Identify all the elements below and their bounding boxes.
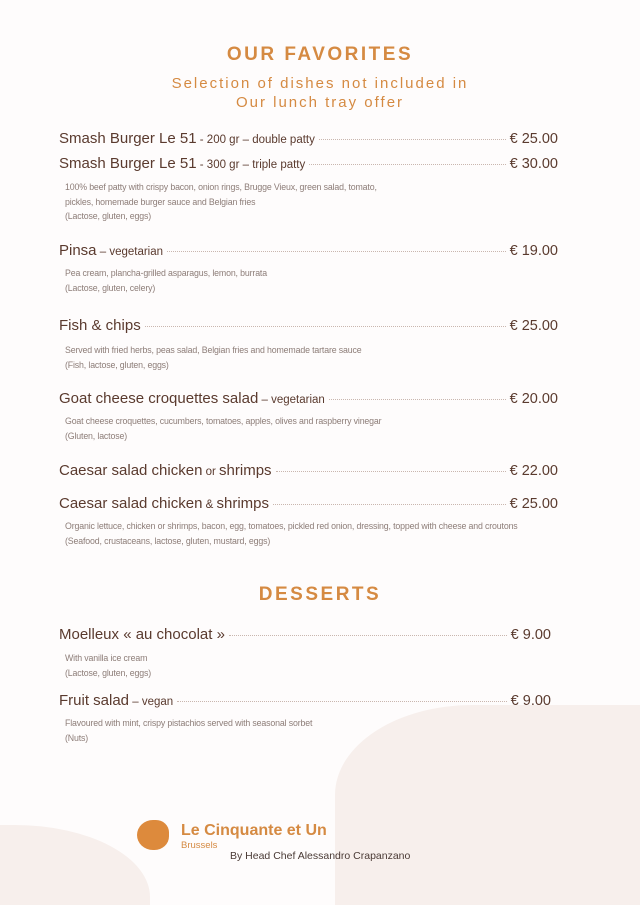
item-price: € 30.00 xyxy=(509,156,558,172)
description-line: Pea cream, plancha-grilled asparagus, lemon, burrata xyxy=(65,268,267,278)
description-line: Goat cheese croquettes, cucumbers, tomatoes, apples, olives and raspberry vinegar xyxy=(65,416,382,426)
menu-item xyxy=(59,317,558,334)
section-title-favorites: OUR FAVORITES xyxy=(226,44,414,65)
item-price: € 22.00 xyxy=(509,463,558,479)
item-name-text: Fish & chips xyxy=(59,317,141,334)
description-line: (Fish, lactose, gluten, eggs) xyxy=(65,359,169,370)
item-note: – vegan xyxy=(129,696,174,708)
item-description xyxy=(65,343,580,372)
menu-item xyxy=(59,242,558,259)
item-description xyxy=(65,651,580,680)
description-line: pickles, homemade burger sauce and Belgian fries xyxy=(65,196,256,207)
description-line: Flavoured with mint, crispy pistachios served with seasonal sorbet xyxy=(65,718,313,728)
item-price: € 19.00 xyxy=(509,243,558,259)
description-line: Organic lettuce, chicken or shrimps, bacon, egg, tomatoes, pickled red onion, dressing, topped with cheese and croutons xyxy=(65,521,518,531)
item-name xyxy=(59,130,315,147)
item-note: – vegetarian xyxy=(96,246,164,258)
dot-leader xyxy=(319,139,506,140)
item-note: - 200 gr – double patty xyxy=(196,134,315,146)
item-name-text: Moelleux « au chocolat » xyxy=(59,626,225,643)
dot-leader xyxy=(167,251,506,252)
menu-item xyxy=(59,495,558,512)
menu-item xyxy=(59,390,558,407)
item-name xyxy=(59,692,173,709)
description-line: (Lactose, gluten, celery) xyxy=(65,282,156,293)
item-connector: & xyxy=(202,499,217,511)
item-name-text: Caesar salad chicken xyxy=(59,462,203,479)
item-description xyxy=(65,519,580,548)
item-note: - 300 gr – triple patty xyxy=(196,159,306,171)
subtitle-line-2: Our lunch tray offer xyxy=(235,94,405,111)
item-price: € 9.00 xyxy=(510,627,551,643)
item-name xyxy=(59,462,272,479)
item-name-text: Caesar salad chicken xyxy=(59,495,203,512)
item-name xyxy=(59,317,141,334)
item-name-text: Pinsa xyxy=(59,242,97,259)
item-description xyxy=(65,180,580,224)
dot-leader xyxy=(309,164,505,165)
description-line: (Nuts) xyxy=(65,732,89,743)
description-line: With vanilla ice cream xyxy=(65,653,148,663)
logo-icon xyxy=(137,820,169,850)
item-description xyxy=(65,266,580,295)
item-price: € 9.00 xyxy=(510,693,551,709)
subtitle-line-1: Selection of dishes not included in xyxy=(171,75,469,92)
item-name xyxy=(59,626,225,643)
item-price: € 25.00 xyxy=(509,131,558,147)
item-note: – vegetarian xyxy=(258,394,325,406)
item-name xyxy=(59,390,325,407)
item-description xyxy=(65,414,580,443)
item-name-post: shrimps xyxy=(216,495,269,512)
description-line: (Lactose, gluten, eggs) xyxy=(65,211,152,221)
description-line: (Lactose, gluten, eggs) xyxy=(65,667,152,678)
background-shape xyxy=(0,825,150,905)
description-line: (Seafood, crustaceans, lactose, gluten, mustard, eggs) xyxy=(65,535,271,546)
dot-leader xyxy=(177,701,507,702)
description-line: (Gluten, lactose) xyxy=(65,430,127,441)
dot-leader xyxy=(276,471,506,472)
chef-credit: By Head Chef Alessandro Crapanzano xyxy=(230,850,411,862)
brand-city: Brussels xyxy=(181,840,218,851)
dot-leader xyxy=(329,399,506,400)
item-description xyxy=(65,716,580,745)
item-name-text: Smash Burger Le 51 xyxy=(59,130,197,147)
item-price: € 25.00 xyxy=(509,318,558,334)
item-name xyxy=(59,495,269,512)
item-name-post: shrimps xyxy=(219,462,272,479)
item-price: € 20.00 xyxy=(509,391,558,407)
dot-leader xyxy=(273,504,506,505)
brand-name: Le Cinquante et Un xyxy=(181,822,327,839)
item-name-text: Smash Burger Le 51 xyxy=(59,155,197,172)
item-name-text: Fruit salad xyxy=(59,692,130,709)
item-price: € 25.00 xyxy=(509,496,558,512)
item-connector: or xyxy=(202,466,220,478)
item-name xyxy=(59,155,305,172)
item-name-text: Goat cheese croquettes salad xyxy=(59,390,259,407)
description-line: 100% beef patty with crispy bacon, onion rings, Brugge Vieux, green salad, tomato, xyxy=(65,182,377,192)
section-title-desserts: DESSERTS xyxy=(258,584,382,605)
menu-item xyxy=(59,626,551,643)
menu-item xyxy=(59,130,558,147)
description-line: Served with fried herbs, peas salad, Belgian fries and homemade tartare sauce xyxy=(65,345,362,355)
item-name xyxy=(59,242,163,259)
menu-item xyxy=(59,155,558,172)
menu-item xyxy=(59,462,558,479)
menu-item xyxy=(59,692,551,709)
dot-leader xyxy=(229,635,507,636)
dot-leader xyxy=(145,326,506,327)
